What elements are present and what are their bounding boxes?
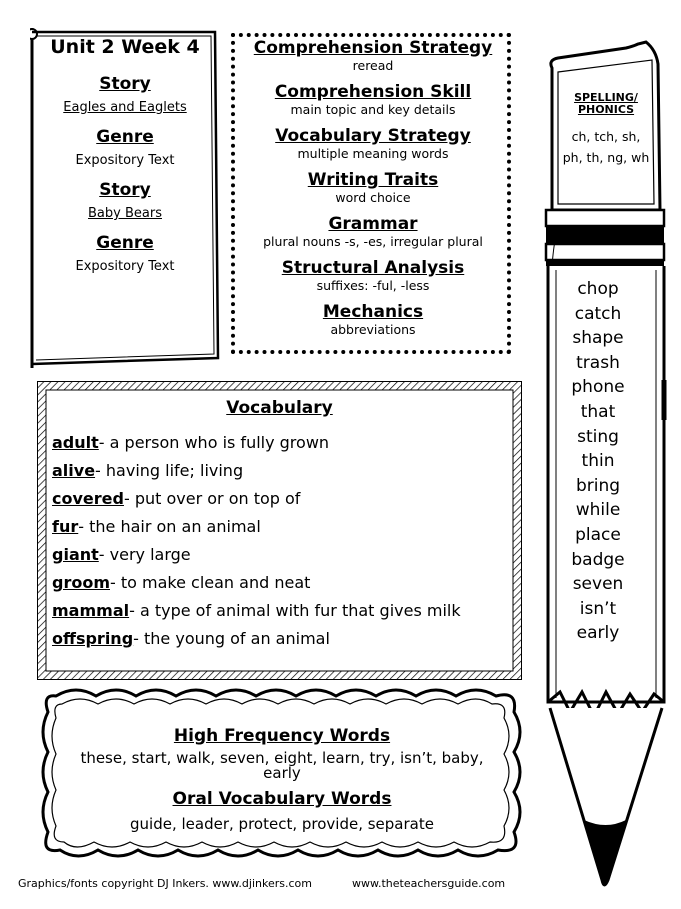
vocab-definition: - put over or on top of	[123, 489, 301, 508]
spelling-word: shape	[572, 328, 624, 349]
spelling-word: phone	[571, 377, 625, 398]
vocab-item	[52, 628, 512, 656]
phonics-patterns	[549, 126, 663, 168]
high-frequency-title: High Frequency Words	[173, 726, 391, 746]
oral-vocabulary-title: Oral Vocabulary Words	[172, 789, 392, 809]
spelling-word: sting	[577, 426, 619, 447]
genre-value-1: Expository Text	[75, 153, 175, 168]
vocab-definition: - having life; living	[95, 461, 244, 480]
spelling-title-line2: PHONICS	[577, 103, 635, 116]
genre-heading-1: Genre	[96, 127, 154, 147]
story-heading-2: Story	[99, 180, 151, 200]
story-heading-1: Story	[99, 74, 151, 94]
spelling-word: that	[580, 401, 616, 422]
strategy-value: plural nouns -s, -es, irregular plural	[263, 234, 483, 249]
spelling-word: isn’t	[579, 598, 617, 619]
story-title-2: Baby Bears	[88, 206, 162, 221]
strategy-value: word choice	[335, 190, 411, 205]
spelling-word: catch	[574, 303, 622, 324]
vocab-item	[52, 516, 512, 544]
strategy-heading: Vocabulary Strategy	[275, 126, 471, 146]
vocab-word: groom	[52, 573, 110, 592]
strategy-value: main topic and key details	[290, 102, 456, 117]
vocab-word: fur	[52, 517, 79, 536]
genre-value-2: Expository Text	[75, 259, 175, 274]
website-footer: www.theteachersguide.com	[352, 877, 506, 890]
strategy-heading: Mechanics	[322, 302, 424, 322]
unit-title: Unit 2 Week 4	[50, 36, 200, 58]
strategy-list	[231, 38, 515, 346]
vocab-word: giant	[52, 545, 99, 564]
spelling-word: chop	[577, 279, 619, 299]
vocab-item	[52, 544, 512, 572]
spelling-word: bring	[575, 475, 621, 496]
vocab-item	[52, 488, 512, 516]
strategy-heading: Grammar	[328, 214, 418, 234]
spelling-word: seven	[572, 574, 624, 595]
spelling-word-list	[545, 277, 651, 646]
strategy-heading: Comprehension Strategy	[253, 38, 493, 58]
vocab-word: offspring	[52, 629, 134, 648]
high-frequency-words: these, start, walk, seven, eight, learn, try, isn’t, baby, early	[80, 749, 484, 782]
vocab-word: adult	[52, 433, 99, 452]
vocab-item	[52, 600, 512, 628]
strategy-heading: Writing Traits	[307, 170, 439, 190]
copyright-footer: Graphics/fonts copyright DJ Inkers. www.djinkers.com	[18, 877, 312, 890]
vocab-word: alive	[52, 461, 96, 480]
vocab-item	[52, 460, 512, 488]
vocab-definition: - a person who is fully grown	[98, 433, 330, 452]
vocab-item	[52, 572, 512, 600]
vocab-word: covered	[52, 489, 124, 508]
spelling-word: badge	[571, 549, 625, 570]
strategy-heading: Structural Analysis	[281, 258, 465, 278]
vocabulary-title: Vocabulary	[226, 398, 333, 418]
strategy-heading: Comprehension Skill	[274, 82, 472, 102]
story-title-1: Eagles and Eaglets	[63, 100, 187, 115]
vocabulary-list	[52, 432, 512, 656]
vocab-definition: - the young of an animal	[133, 629, 330, 648]
spelling-word: trash	[576, 352, 620, 373]
vocab-item	[52, 432, 512, 460]
story-info-panel	[30, 34, 220, 286]
spelling-word: while	[575, 500, 621, 521]
spelling-word: early	[576, 623, 620, 644]
oral-vocabulary-words: guide, leader, protect, provide, separate	[130, 815, 434, 833]
vocab-word: mammal	[52, 601, 130, 620]
spelling-title-line1: SPELLING/	[574, 91, 638, 104]
strategy-value: suffixes: -ful, -less	[316, 278, 430, 293]
strategy-value: multiple meaning words	[297, 146, 449, 161]
spelling-phonics-title	[551, 92, 661, 116]
genre-heading-2: Genre	[96, 233, 154, 253]
vocab-definition: - very large	[98, 545, 191, 564]
strategy-value: abbreviations	[330, 322, 416, 337]
spelling-word: thin	[581, 451, 615, 472]
phonics-pattern-line2: ph, th, ng, wh	[562, 150, 650, 165]
spelling-word: place	[575, 524, 621, 545]
vocab-definition: - a type of animal with fur that gives milk	[129, 601, 461, 620]
phonics-pattern-line1: ch, tch, sh,	[571, 129, 641, 144]
strategy-value: reread	[352, 58, 394, 73]
vocab-definition: - the hair on an animal	[78, 517, 261, 536]
vocab-definition: - to make clean and neat	[110, 573, 311, 592]
